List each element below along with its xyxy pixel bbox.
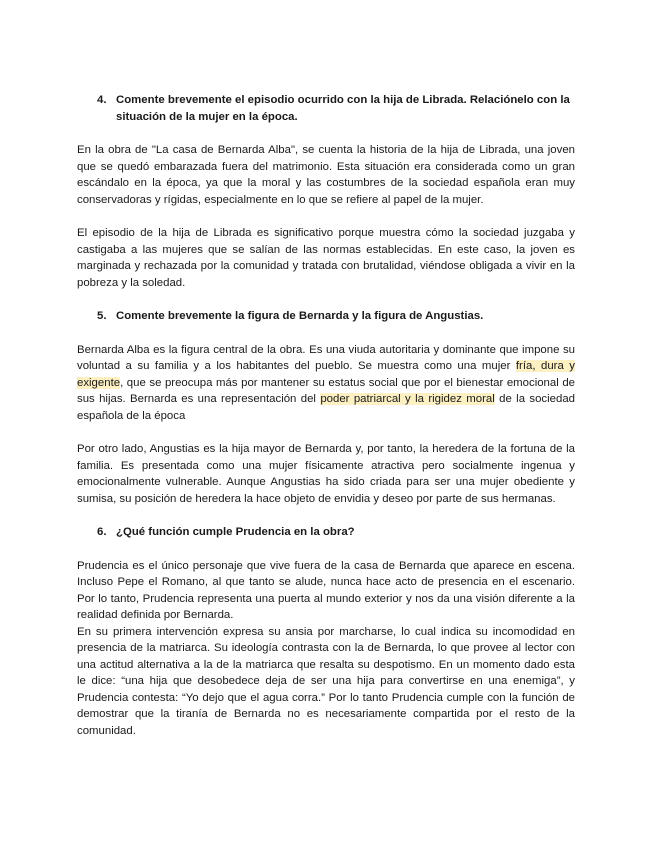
answer-4-paragraph-1: En la obra de "La casa de Bernarda Alba", se cuenta la historia de la hija de Librada, una joven que se quedó embarazada fuera del matrimonio. Esta situación era considerada como un gran escándalo en la época, ya que la moral y las costumbres de la sociedad española eran muy conservadoras y rígidas, especialmente en lo que se refiere al papel de la mujer. xyxy=(77,144,575,206)
question-5-number: 5. xyxy=(97,310,107,322)
question-4-number: 4. xyxy=(97,94,107,106)
question-4 xyxy=(97,92,581,125)
question-6-number: 6. xyxy=(97,526,107,538)
highlight-fria-dura-exigente: fría, dura y exigente xyxy=(77,360,575,389)
highlight-poder-patriarcal: poder patriarcal y la rigidez moral xyxy=(320,393,495,405)
question-4-text: Comente brevemente el episodio ocurrido con la hija de Librada. Relaciónelo con la situación de la mujer en la época. xyxy=(116,94,570,123)
answer-6-paragraph-2: En su primera intervención expresa su ansia por marcharse, lo cual indica su incomodidad en presencia de la matriarca. Su ideología contrasta con la de Bernarda, lo que provee al lector con una actitud alternativa a la de la matriarca que resalta su despotismo. En un momento dado esta le dice: “una hija que desobedece deja de ser una hija para convertirse en una enemiga”, y Prudencia contesta: “Yo dejo que el agua corra.” Por lo tanto Prudencia cumple con la función de demostrar que la tiranía de Bernarda no es necesariamente compartida por el resto de la comunidad. xyxy=(77,625,575,737)
answer-5-text-a: Bernarda Alba es la figura central de la obra. Es una viuda autoritaria y dominante que impone su voluntad a su familia y a los habitantes del pueblo. Se muestra como una mujer xyxy=(77,343,575,372)
question-5-text: Comente brevemente la figura de Bernarda y la figura de Angustias. xyxy=(116,310,484,322)
question-6 xyxy=(97,524,581,541)
answer-5-paragraph-1 xyxy=(77,342,575,425)
answer-5-paragraph-2: Por otro lado, Angustias es la hija mayor de Bernarda y, por tanto, la heredera de la fortuna de la familia. Es presentada como una mujer físicamente atractiva pero socialmente ingenua y emocionalmente vulnerable. Aunque Angustias ha sido criada para ser una mujer obediente y sumisa, su posición de heredera la hace objeto de envidia y deseo por parte de sus hermanas. xyxy=(77,443,575,505)
answer-5-text-c: de la sociedad española de la época xyxy=(77,393,575,422)
answer-5-text-b: , que se preocupa más por mantener su estatus social que por el bienestar emocional de sus hijas. Bernarda es una representación del xyxy=(77,376,575,405)
question-6-text: ¿Qué función cumple Prudencia en la obra? xyxy=(116,526,355,538)
question-5 xyxy=(97,308,581,325)
answer-6-paragraph-1: Prudencia es el único personaje que vive fuera de la casa de Bernarda que aparece en escena. Incluso Pepe el Romano, al que tanto se alude, nunca hace acto de presencia en el escenario. Por lo tanto, Prudencia representa una puerta al mundo exterior y nos da una visión diferente a la realidad definida por Bernarda. xyxy=(77,559,575,621)
answer-4-paragraph-2: El episodio de la hija de Librada es significativo porque muestra cómo la sociedad juzgaba y castigaba a las mujeres que se salían de las normas establecidas. En este caso, la joven es marginada y rechazada por la comunidad y tratada con brutalidad, viéndose obligada a vivir en la pobreza y la soledad. xyxy=(77,227,575,289)
